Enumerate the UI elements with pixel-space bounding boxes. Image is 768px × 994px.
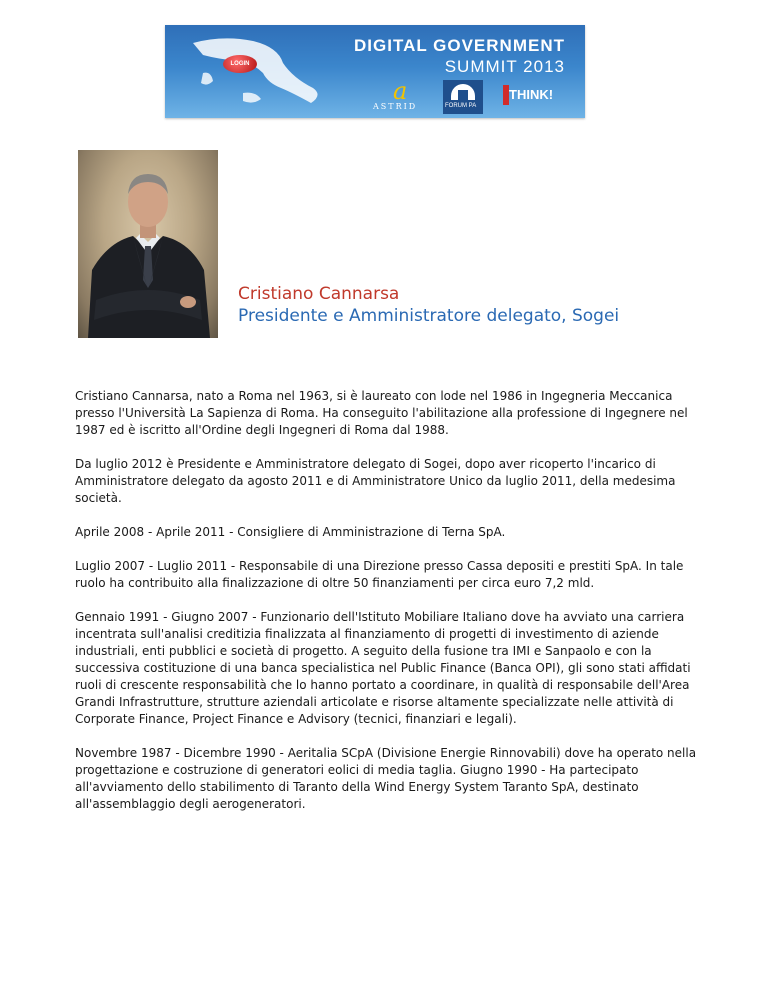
ithink-logo-text: THINK! [509, 87, 554, 102]
astrid-logo-text: ASTRID [373, 102, 418, 111]
person-role: Presidente e Amministratore delegato, Sogei [238, 306, 620, 326]
banner-title-line1: DIGITAL GOVERNMENT [354, 36, 565, 55]
biography [75, 388, 705, 830]
italy-map-graphic [183, 33, 333, 113]
forum-pa-mark-icon [451, 84, 475, 100]
forum-pa-logo [443, 80, 483, 114]
portrait-illustration [78, 150, 218, 338]
bio-paragraph: Da luglio 2012 è Presidente e Amministratore delegato di Sogei, dopo aver ricoperto l'incarico di Amministratore delegato da agosto 2011 e di Amministratore Unico da luglio 2011, della medesima società. [75, 457, 676, 505]
event-banner [165, 25, 585, 118]
bio-paragraph: Gennaio 1991 - Giugno 2007 - Funzionario dell'Istituto Mobiliare Italiano dove ha avviato una carriera incentrata sull'analisi creditizia finalizzata al finanziamento di progetti di investimento di aziende industriali, enti pubblici e società di progetto. A seguito della fusione tra IMI e Sanpaolo e con la successiva costituzione di una banca specialistica nel Public Finance (Banca OPI), gli sono stati affidati ruoli di crescente responsabilità che lo hanno portato a coordinare, in qualità di responsabile dell'Area Grandi Infrastrutture, strutture aziendali articolate e risorse altamente specializzate nelle attività di Corporate Finance, Project Finance e Advisory (tecnici, finanziari e legali). [75, 610, 691, 726]
banner-title-line2: SUMMIT 2013 [444, 57, 565, 76]
bio-paragraph: Aprile 2008 - Aprile 2011 - Consigliere di Amministrazione di Terna SpA. [75, 525, 506, 539]
profile-photo [78, 150, 218, 338]
person-name: Cristiano Cannarsa [238, 284, 400, 304]
bio-paragraph: Novembre 1987 - Dicembre 1990 - Aeritalia SCpA (Divisione Energie Rinnovabili) dove ha operato nella progettazione e costruzione di generatori eolici di media taglia. Giugno 1990 - Ha partecipato all'avviamento dello stabilimento di Taranto della Wind Energy System Taranto SpA, destinato all'assemblaggio degli aerogeneratori. [75, 746, 697, 811]
astrid-logo [373, 77, 433, 115]
astrid-mark-icon: a [393, 77, 408, 105]
bio-paragraph: Luglio 2007 - Luglio 2011 - Responsabile di una Direzione presso Cassa depositi e prestiti SpA. In tale ruolo ha contribuito alla finalizzazione di oltre 50 finanziamenti per circa euro 7,2 mld. [75, 559, 684, 590]
bio-paragraph: Cristiano Cannarsa, nato a Roma nel 1963, si è laureato con lode nel 1986 in Ingegneria Meccanica presso l'Università La Sapienza di Roma. Ha conseguito l'abilitazione alla professione di Ingegnere nel 1987 ed è iscritto all'Ordine degli Ingegneri di Roma dal 1988. [75, 389, 688, 437]
forum-pa-logo-text: FORUM PA [445, 103, 477, 109]
login-badge: LOGIN [223, 55, 257, 73]
ithink-logo [503, 85, 573, 111]
